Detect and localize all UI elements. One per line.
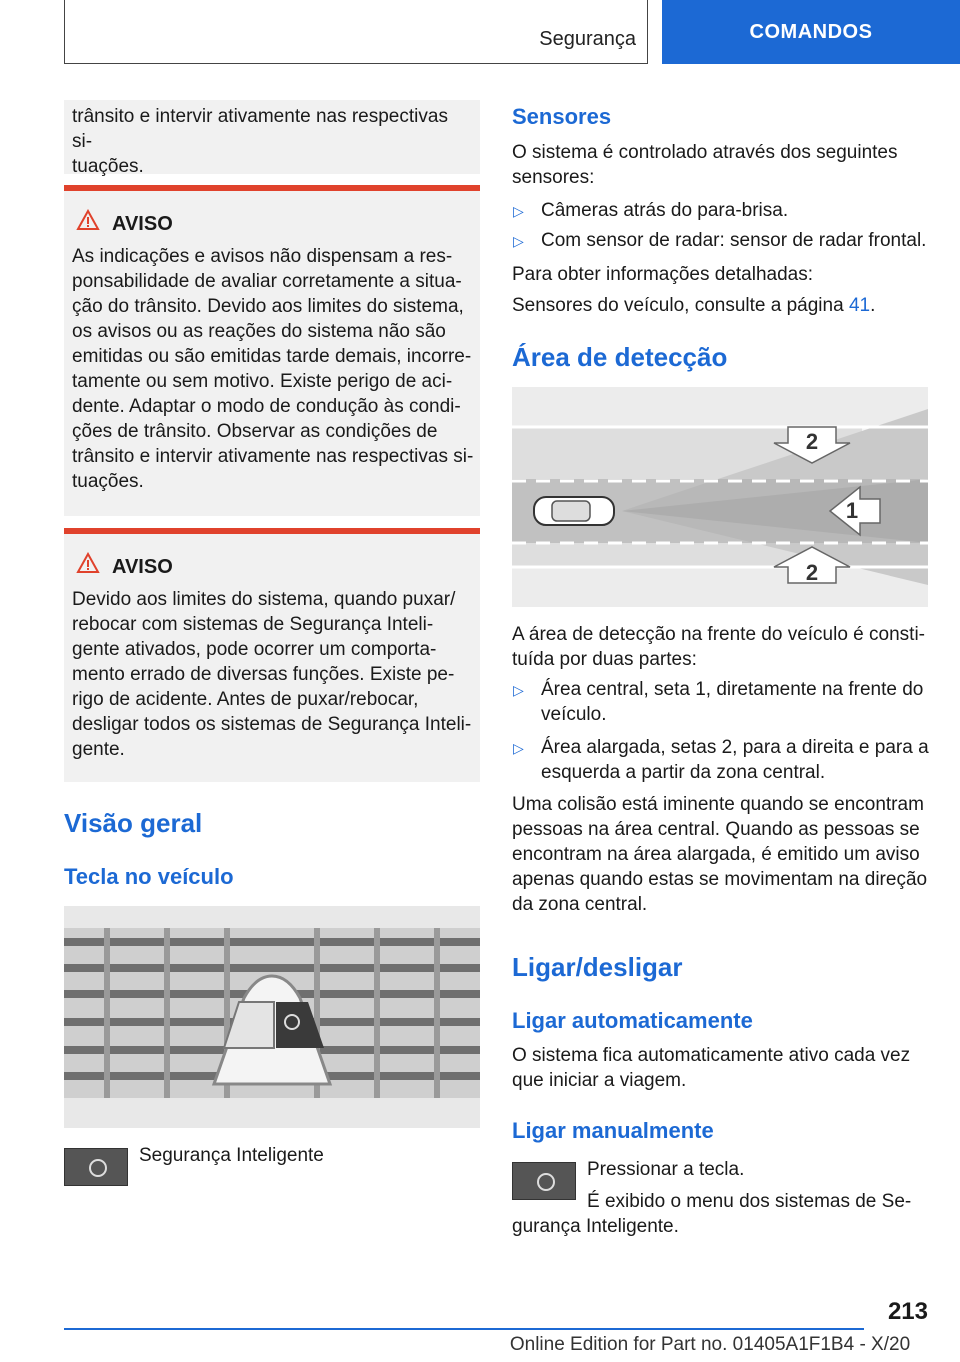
heading-manual-on: Ligar manualmente	[512, 1118, 714, 1143]
sensor-item-1: Câmeras atrás do para-brisa.	[541, 200, 789, 221]
heading-auto-on: Ligar automaticamente	[512, 1008, 753, 1033]
bullet-triangle-icon: ▷	[513, 682, 524, 698]
detection-item-1: Área central, seta 1, diretamente na frente do veículo.	[541, 679, 924, 725]
warning-title-1: AVISO	[112, 213, 173, 235]
auto-on-text: O sistema fica automaticamente ativo cada vez que iniciar a viagem.	[512, 1045, 911, 1091]
bullet-triangle-icon: ▷	[513, 740, 524, 756]
warning-box-2	[64, 534, 480, 782]
detection-intro: A área de detecção na frente do veículo é consti- tuída por duas partes:	[512, 624, 925, 670]
manual-step-2: É exibido o menu dos sistemas de Se- gurança Inteligente.	[512, 1191, 912, 1237]
details-label: Para obter informações detalhadas:	[512, 264, 814, 285]
arrow-label-bottom: 2	[805, 560, 819, 585]
details-reference	[512, 293, 875, 318]
car-icon	[534, 497, 614, 525]
warning-text-1: As indicações e avisos não dispensam a res- ponsabilidade de avaliar corretamente a situa- ção do trânsito. Devido aos limites do sistema, os avisos ou as reações do sistema não são emitidas ou são emitidas tarde demais, incorre- tamente ou sem motivo. Existe perigo de aci- dente. Adaptar o modo de condução às condi- ções de trânsito. Observar as condições de trânsito e intervir ativamente nas respectivas si- tuações.	[72, 246, 474, 492]
heading-detection-area: Área de detecção	[512, 342, 728, 372]
arrow-label-center: 1	[845, 498, 859, 523]
heading-overview: Visão geral	[64, 808, 203, 838]
details-ref-end: .	[870, 295, 876, 316]
heading-on-off: Ligar/desligar	[512, 952, 683, 982]
header-section-title: Segurança	[539, 28, 636, 50]
heading-sensors: Sensores	[512, 104, 612, 129]
footer-rule	[64, 1328, 864, 1330]
arrow-label-top: 2	[805, 429, 819, 454]
warning-triangle-icon	[76, 209, 100, 231]
header-tab-comandos[interactable]: COMANDOS	[662, 0, 960, 64]
page-link[interactable]: 41	[848, 295, 871, 316]
sensor-item-2: Com sensor de radar: sensor de radar frontal.	[541, 230, 927, 251]
footer-edition: Online Edition for Part no. 01405A1F1B4 - X/20	[509, 1334, 911, 1355]
continuation-box: trânsito e intervir ativamente nas respectivas si- tuações.	[64, 100, 480, 174]
safety-button-icon	[64, 1148, 128, 1186]
bullet-triangle-icon: ▷	[513, 203, 524, 219]
heading-button: Tecla no veículo	[64, 864, 234, 889]
detection-area-diagram	[512, 387, 928, 607]
manual-step-1: Pressionar a tecla.	[587, 1159, 745, 1180]
grille-button-photo	[64, 906, 480, 1128]
warning-box-1	[64, 191, 480, 516]
details-ref-text: Sensores do veículo, consulte a página	[512, 295, 849, 316]
warning-title-2: AVISO	[112, 556, 173, 578]
warning-triangle-icon	[76, 552, 100, 574]
detection-text: Uma colisão está iminente quando se encontram pessoas na área central. Quando as pessoas se encontram na área alargada, é emitido um aviso apenas quando estas se movimentam na direção da zona central.	[512, 794, 928, 915]
button-caption: Segurança Inteligente	[139, 1145, 324, 1166]
bullet-triangle-icon: ▷	[513, 233, 524, 249]
page-number: 213	[887, 1298, 928, 1325]
sensors-intro: O sistema é controlado através dos seguintes sensores:	[512, 142, 898, 188]
warning-text-2: Devido aos limites do sistema, quando puxar/ rebocar com sistemas de Segurança Inteli- gente ativados, pode ocorrer um comporta- mento errado de diversas funções. Existe pe- rigo de acidente. Antes de puxar/rebocar, desligar todos os sistemas de Segurança Inteli- gente.	[72, 589, 472, 760]
detection-item-2: Área alargada, setas 2, para a direita e para a esquerda a partir da zona central.	[541, 737, 929, 783]
